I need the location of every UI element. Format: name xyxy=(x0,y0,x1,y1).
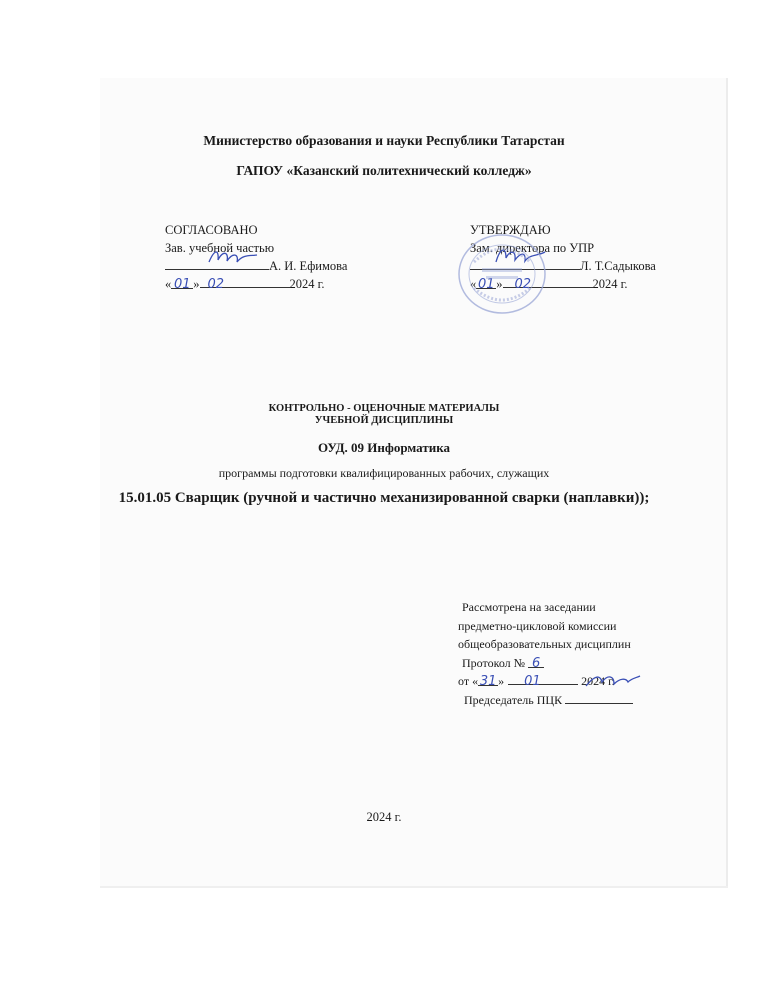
quote-open: « xyxy=(165,277,172,291)
protocol-day: 31 xyxy=(479,674,497,689)
program-line: программы подготовки квалифицированных рабочих, служащих xyxy=(218,466,550,480)
agreed-title: СОГЛАСОВАНО xyxy=(165,223,258,237)
chair-label: Председатель ПЦК xyxy=(464,692,563,707)
agreed-name: А. И. Ефимова xyxy=(269,259,348,273)
chair-signature-icon xyxy=(582,670,642,692)
approved-year: 2024 г. xyxy=(592,277,628,291)
document-title-line2: УЧЕБНОЙ ДИСЦИПЛИНЫ xyxy=(314,415,454,426)
agreed-date-line xyxy=(165,275,385,293)
protocol-year: 2024 г. xyxy=(581,674,615,688)
commission-line1: Рассмотрена на заседании xyxy=(462,600,596,614)
agreed-year: 2024 г. xyxy=(289,277,325,291)
date-prefix: от « xyxy=(458,674,479,688)
agreed-signature-icon xyxy=(205,246,261,268)
protocol-number: 6 xyxy=(528,655,544,668)
approved-position: Зам. директора по УПР xyxy=(470,241,595,255)
page-edge xyxy=(726,78,728,888)
agreed-signature-line xyxy=(165,257,385,275)
approved-title: УТВЕРЖДАЮ xyxy=(470,223,551,237)
signature-underline xyxy=(565,691,633,704)
agreed-month: 02 xyxy=(200,276,290,288)
college-heading: ГАПОУ «Казанский политехнический колледж» xyxy=(236,163,532,178)
commission-line3: общеобразовательных дисциплин xyxy=(458,637,631,651)
college-stamp-icon xyxy=(456,232,548,316)
chair-line xyxy=(458,691,633,710)
approved-month: 02 xyxy=(503,276,593,288)
approved-day: 01 xyxy=(477,277,495,292)
footer-year: 2024 г. xyxy=(366,810,402,824)
protocol-label: Протокол № xyxy=(462,655,526,670)
commission-block xyxy=(458,598,633,709)
protocol-month: 01 xyxy=(508,673,578,685)
profession-title: 15.01.05 Сварщик (ручной и частично механизированной сварки (наплавки)); xyxy=(118,490,650,506)
ministry-heading: Министерство образования и науки Республики Татарстан xyxy=(203,133,565,148)
commission-line2: предметно-цикловой комиссии xyxy=(458,618,617,633)
page-edge xyxy=(100,886,728,888)
quote-close: » xyxy=(193,277,200,291)
agreed-block xyxy=(165,221,385,293)
date-mid: » xyxy=(498,674,505,688)
document-title-line1: КОНТРОЛЬНО - ОЦЕНОЧНЫЕ МАТЕРИАЛЫ xyxy=(268,403,500,414)
agreed-day: 01 xyxy=(171,276,193,289)
approved-name: Л. Т.Садыкова xyxy=(580,259,656,273)
agreed-position: Зав. учебной частью xyxy=(165,241,275,255)
quote-close: » xyxy=(496,277,503,291)
document-page xyxy=(100,78,728,888)
quote-open: « xyxy=(470,277,477,291)
subject-title: ОУД. 09 Информатика xyxy=(317,440,451,455)
